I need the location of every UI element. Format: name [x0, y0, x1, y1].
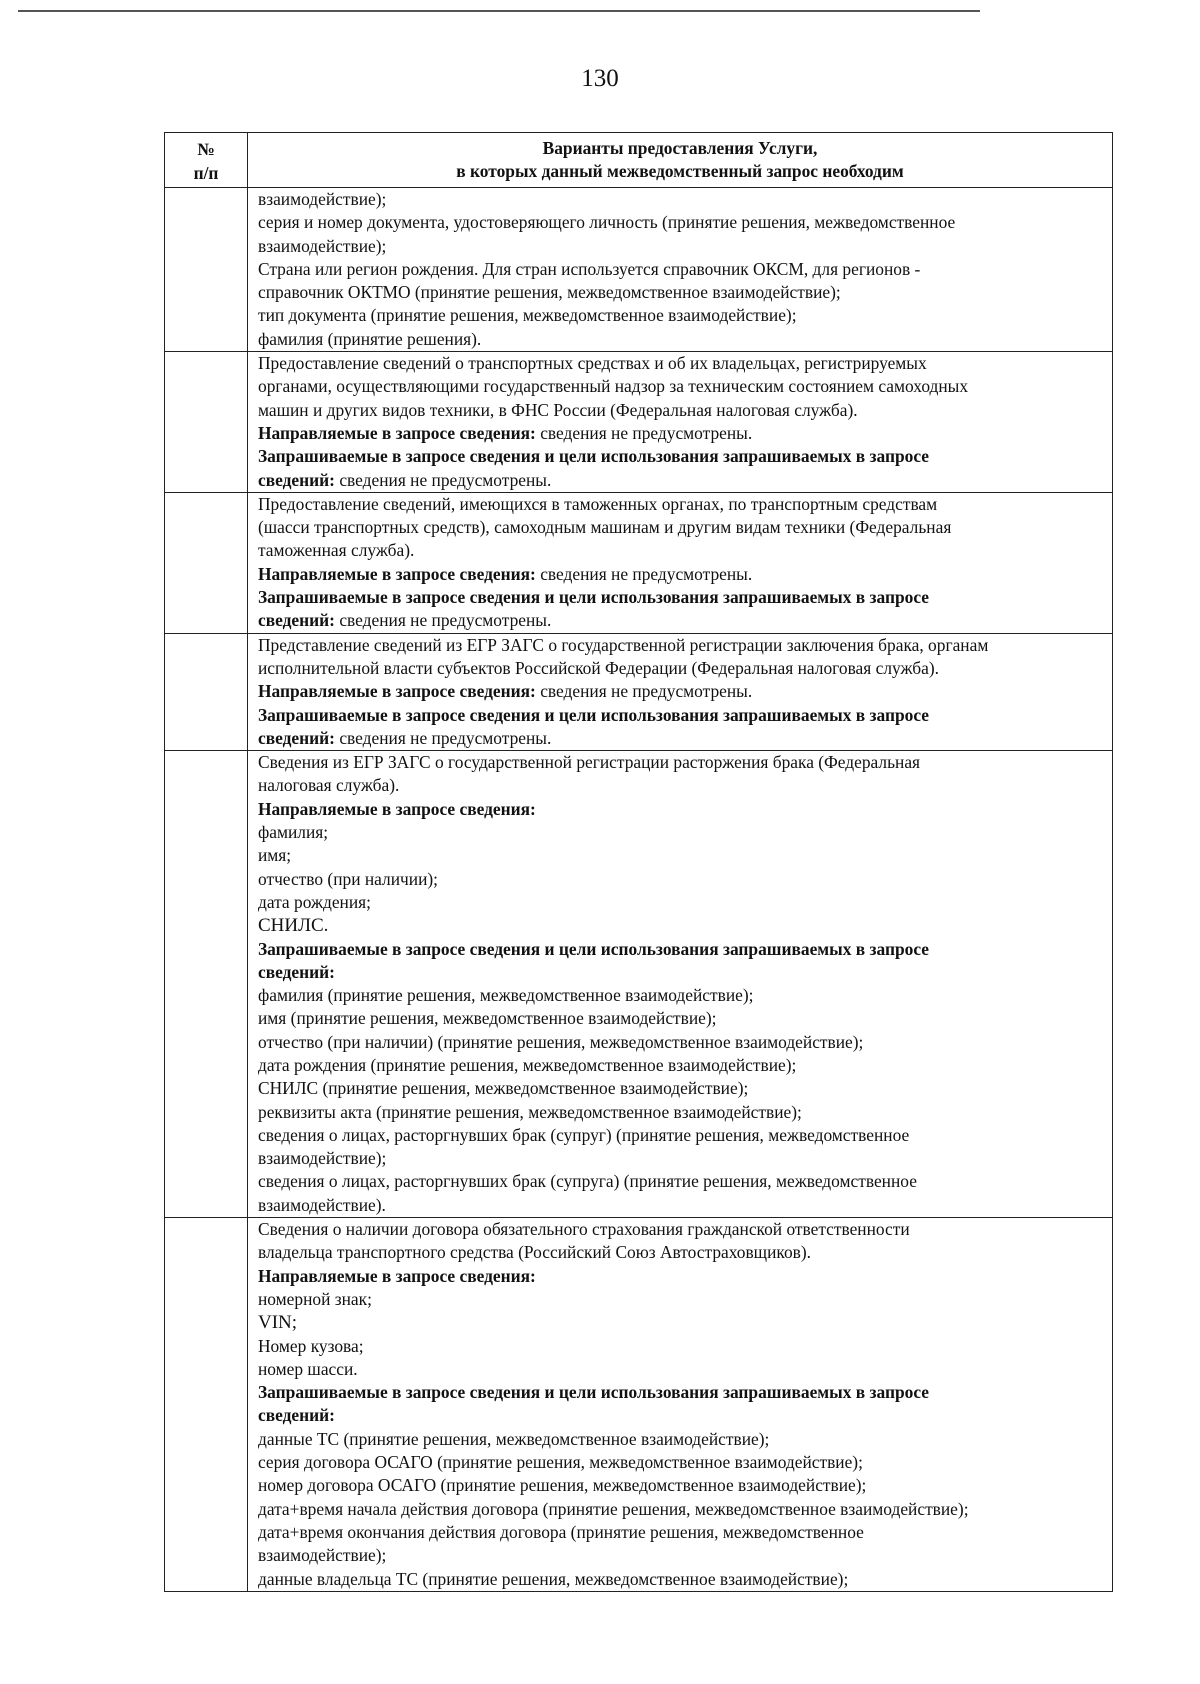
sent-info-line [258, 563, 1108, 586]
table-row [165, 188, 1113, 352]
text-line: тип документа (принятие решения, межведомственное взаимодействие); [258, 305, 797, 326]
requested-info-item: фамилия (принятие решения, межведомственное взаимодействие); [258, 985, 754, 1006]
requested-info-value: сведения не предусмотрены. [334, 727, 552, 748]
sent-info-value: сведения не предусмотрены. [535, 681, 753, 702]
requested-info-label-end: сведений: [258, 727, 335, 748]
sent-info-item: VIN; [258, 1312, 298, 1334]
column-header-number [165, 133, 248, 188]
requested-info-item: дата+время окончания действия договора (принятие решения, межведомственное [258, 1521, 864, 1542]
row-number-cell [165, 492, 248, 633]
requested-info-item: данные владельца ТС (принятие решения, межведомственное взаимодействие); [258, 1568, 849, 1589]
request-title-line: таможенная служба). [258, 540, 415, 561]
requested-info-line [258, 469, 1108, 492]
requested-info-label-end: сведений: [258, 961, 335, 982]
request-title-line: исполнительной власти субъектов Российской Федерации (Федеральная налоговая служба). [258, 657, 939, 678]
row-content-cell [248, 188, 1113, 352]
sent-info-item: Номер кузова; [258, 1335, 364, 1356]
requested-info-item: данные ТС (принятие решения, межведомственное взаимодействие); [258, 1428, 770, 1449]
request-title-line: органами, осуществляющими государственный надзор за техническим состоянием самоходных [258, 376, 969, 397]
requested-info-label: Запрашиваемые в запросе сведения и цели использования запрашиваемых в запросе [258, 1382, 930, 1403]
row-content-cell [248, 1218, 1113, 1592]
table-header-row [165, 133, 1113, 188]
requested-info-label-end: сведений: [258, 610, 335, 631]
sent-info-value: сведения не предусмотрены. [535, 422, 753, 443]
text-line: серия и номер документа, удостоверяющего личность (принятие решения, межведомственное [258, 212, 956, 233]
row-number-cell [165, 1218, 248, 1592]
request-title-line: машин и других видов техники, в ФНС России (Федеральная налоговая служба). [258, 399, 858, 420]
sent-info-item: имя; [258, 845, 292, 866]
column-header-variants-line2: в которых данный межведомственный запрос необходим [456, 161, 904, 182]
requested-info-item: взаимодействие); [258, 1148, 387, 1169]
column-header-variants-line1: Варианты предоставления Услуги, [542, 138, 818, 158]
row-content-cell [248, 751, 1113, 1218]
sent-info-item: номерной знак; [258, 1288, 372, 1309]
requested-info-item: номер договора ОСАГО (принятие решения, межведомственное взаимодействие); [258, 1475, 867, 1496]
request-title-line: Сведения о наличии договора обязательного страхования гражданской ответственности [258, 1219, 910, 1240]
requested-info-label: Запрашиваемые в запросе сведения и цели использования запрашиваемых в запросе [258, 587, 930, 608]
request-title-line: Сведения из ЕГР ЗАГС о государственной регистрации расторжения брака (Федеральная [258, 752, 921, 773]
requested-info-item: СНИЛС (принятие решения, межведомственное взаимодействие); [258, 1078, 749, 1099]
request-title-line: Предоставление сведений о транспортных средствах и об их владельцах, регистрируемых [258, 353, 927, 374]
requested-info-label: Запрашиваемые в запросе сведения и цели использования запрашиваемых в запросе [258, 938, 930, 959]
requested-info-item: отчество (при наличии) (принятие решения, межведомственное взаимодействие); [258, 1031, 864, 1052]
request-title-line: налоговая служба). [258, 775, 400, 796]
column-header-number-abbrev: п/п [193, 163, 219, 183]
table-row [165, 352, 1113, 493]
row-number-cell [165, 188, 248, 352]
table-row [165, 751, 1113, 1218]
request-title-line: владельца транспортного средства (Российский Союз Автостраховщиков). [258, 1242, 811, 1263]
requested-info-item: взаимодействие); [258, 1545, 387, 1566]
sent-info-item: фамилия; [258, 822, 329, 843]
request-title-line: (шасси транспортных средств), самоходным машинам и другим видам техники (Федеральная [258, 517, 952, 538]
sent-info-line [258, 422, 1108, 445]
column-header-number-symbol: № [197, 139, 215, 159]
request-title-line: Представление сведений из ЕГР ЗАГС о государственной регистрации заключения брака, органам [258, 634, 989, 655]
sent-info-line [258, 680, 1108, 703]
requested-info-value: сведения не предусмотрены. [334, 469, 552, 490]
requested-info-item: серия договора ОСАГО (принятие решения, межведомственное взаимодействие); [258, 1452, 863, 1473]
requested-info-label: Запрашиваемые в запросе сведения и цели использования запрашиваемых в запросе [258, 446, 930, 467]
requested-info-item: сведения о лицах, расторгнувших брак (супруг) (принятие решения, межведомственное [258, 1124, 910, 1145]
requested-info-line [258, 727, 1108, 750]
sent-info-label: Направляемые в запросе сведения: [258, 422, 536, 443]
row-content-cell [248, 633, 1113, 750]
sent-info-item: номер шасси. [258, 1358, 358, 1379]
requested-info-item: дата+время начала действия договора (принятие решения, межведомственное взаимодействие); [258, 1498, 969, 1519]
row-number-cell [165, 633, 248, 750]
table-row [165, 1218, 1113, 1592]
row-number-cell [165, 751, 248, 1218]
requested-info-item: имя (принятие решения, межведомственное взаимодействие); [258, 1008, 717, 1029]
requested-info-label: Запрашиваемые в запросе сведения и цели использования запрашиваемых в запросе [258, 704, 930, 725]
sent-info-label: Направляемые в запросе сведения: [258, 798, 536, 819]
text-line: взаимодействие); [258, 189, 387, 209]
sent-info-item: дата рождения; [258, 891, 371, 912]
requested-info-item: дата рождения (принятие решения, межведомственное взаимодействие); [258, 1054, 797, 1075]
requested-info-label-end: сведений: [258, 469, 335, 490]
text-line: Страна или регион рождения. Для стран используется справочник ОКСМ, для регионов - [258, 258, 921, 279]
sent-info-item: отчество (при наличии); [258, 868, 439, 889]
requested-info-item: сведения о лицах, расторгнувших брак (супруга) (принятие решения, межведомственное [258, 1171, 917, 1192]
column-header-variants [248, 133, 1113, 188]
requested-info-label-end: сведений: [258, 1405, 335, 1426]
text-line: справочник ОКТМО (принятие решения, межведомственное взаимодействие); [258, 282, 841, 303]
requested-info-value: сведения не предусмотрены. [334, 610, 552, 631]
requested-info-item: взаимодействие). [258, 1194, 386, 1215]
sent-info-label: Направляемые в запросе сведения: [258, 681, 536, 702]
services-table [164, 132, 1113, 1592]
row-content-cell [248, 492, 1113, 633]
row-content-cell [248, 352, 1113, 493]
requested-info-item: реквизиты акта (принятие решения, межведомственное взаимодействие); [258, 1101, 802, 1122]
text-line: взаимодействие); [258, 235, 387, 256]
row-number-cell [165, 352, 248, 493]
page-number: 130 [581, 65, 619, 92]
table-row [165, 492, 1113, 633]
sent-info-value: сведения не предусмотрены. [535, 563, 753, 584]
request-title-line: Предоставление сведений, имеющихся в таможенных органах, по транспортным средствам [258, 493, 938, 514]
sent-info-item: СНИЛС. [258, 915, 329, 937]
sent-info-label: Направляемые в запросе сведения: [258, 1265, 536, 1286]
sent-info-label: Направляемые в запросе сведения: [258, 563, 536, 584]
text-line: фамилия (принятие решения). [258, 328, 482, 349]
requested-info-line [258, 609, 1108, 632]
table-row [165, 633, 1113, 750]
top-rule [18, 10, 980, 12]
